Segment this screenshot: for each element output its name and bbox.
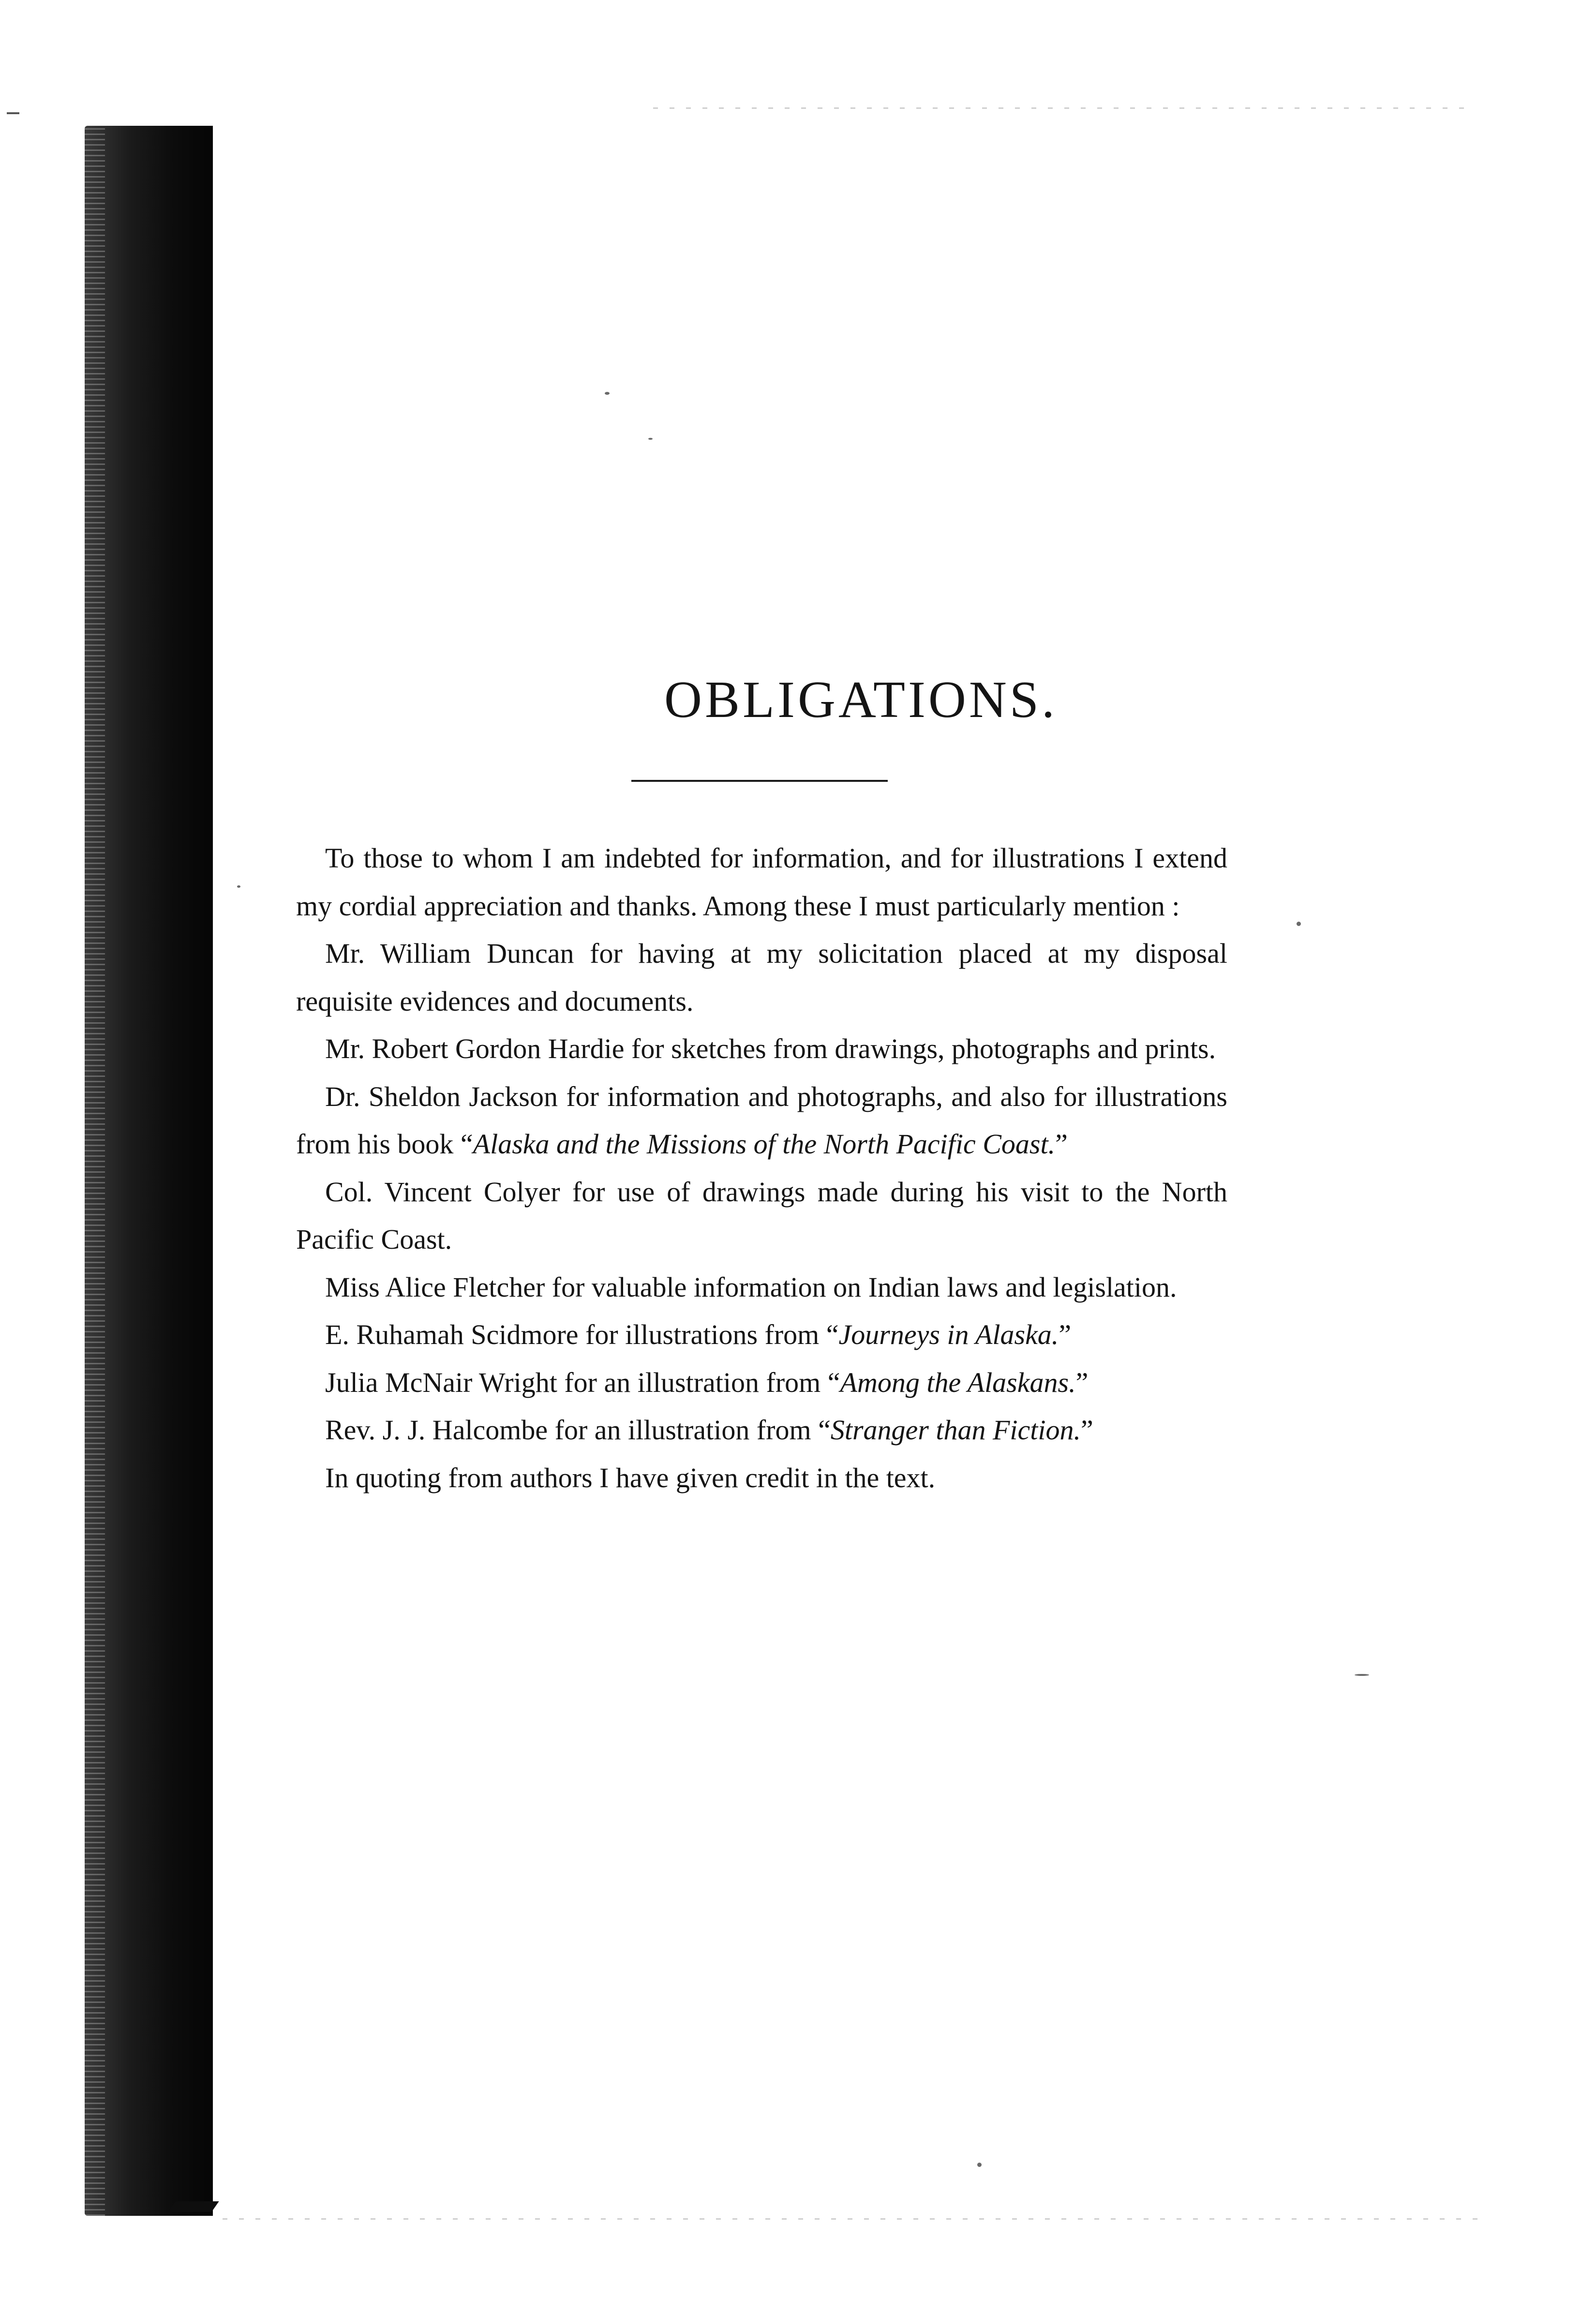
paragraph-halcombe (296, 1406, 1227, 1454)
page-title: OBLIGATIONS. (664, 671, 1058, 729)
paragraph-wright (296, 1359, 1227, 1407)
book-title: Stranger than Fiction. (830, 1414, 1081, 1446)
book-title: Alaska and the Missions of the North Pacific Coast. (473, 1128, 1056, 1160)
paragraph-jackson (296, 1073, 1227, 1168)
paragraph-text: E. Ruhamah Scidmore for illustrations from “ (325, 1319, 839, 1350)
paragraph-text: Rev. J. J. Halcombe for an illustration from “ (325, 1414, 831, 1446)
paragraph-scidmore (296, 1311, 1227, 1359)
paragraph-duncan: Mr. William Duncan for having at my solicitation placed at my disposal requisite evidences and documents. (296, 938, 1227, 1017)
paragraph-text: ” (1055, 1128, 1068, 1160)
book-title: Journeys in Alaska. (838, 1319, 1059, 1350)
paragraph-hardie: Mr. Robert Gordon Hardie for sketches from drawings, photographs and prints. (325, 1033, 1216, 1064)
paragraph-text: Julia McNair Wright for an illustration from “ (325, 1366, 840, 1398)
scanned-binding-foot (168, 2201, 219, 2212)
book-title: Among the Alaskans. (840, 1366, 1076, 1398)
paragraph-closing: In quoting from authors I have given credit in the text. (325, 1462, 936, 1494)
scan-top-dotted-line (653, 107, 1476, 109)
scan-speck (605, 392, 610, 395)
scan-bottom-dotted-line (223, 2218, 1480, 2220)
scan-edge-mark (7, 112, 19, 114)
scanned-binding-edge (85, 126, 213, 2216)
title-rule (631, 780, 888, 782)
paragraph-text: ” (1059, 1319, 1072, 1350)
scan-speck (1355, 1674, 1369, 1676)
paragraph-text: ” (1080, 1414, 1093, 1446)
paragraph-intro: To those to whom I am indebted for information, and for illustrations I extend my cordial appreciation and thanks. Among these I must particularly mention : (296, 842, 1227, 922)
paragraph-text: Dr. Sheldon Jackson for information and photographs, and also for illustrations from his book “ (296, 1080, 1227, 1160)
scan-speck (1297, 922, 1301, 926)
scan-speck (977, 2163, 982, 2167)
paragraph-fletcher: Miss Alice Fletcher for valuable information on Indian laws and legislation. (325, 1271, 1177, 1303)
scan-speck (648, 438, 653, 440)
obligations-body (296, 835, 1227, 1502)
paragraph-colyer: Col. Vincent Colyer for use of drawings made during his visit to the North Pacific Coast. (296, 1176, 1227, 1255)
paragraph-text: ” (1075, 1366, 1089, 1398)
scan-speck (237, 885, 240, 888)
